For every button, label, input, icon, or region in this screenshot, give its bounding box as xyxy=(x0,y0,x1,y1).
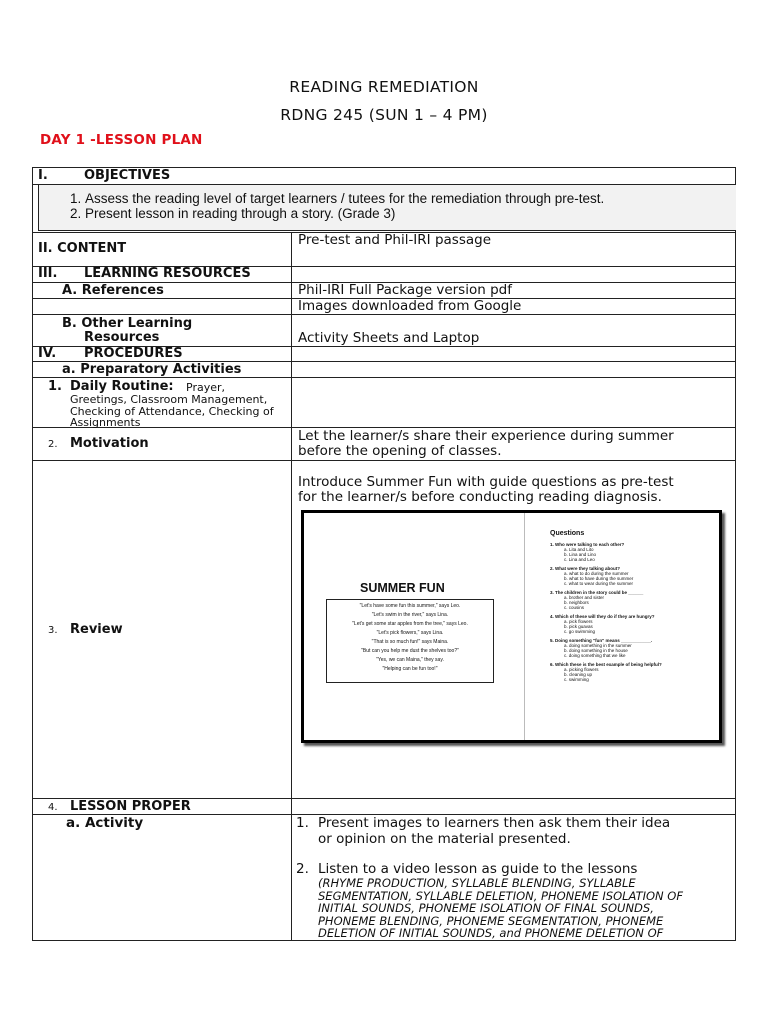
review-num: 3. xyxy=(48,625,58,636)
activity-heading: a. Activity xyxy=(66,815,144,831)
question-text: 1. Who were talking to each other? xyxy=(550,542,625,547)
activity-item1-line: Present images to learners then ask them their idea xyxy=(318,815,671,831)
story-line: "But can you help me dust the shelves too?" xyxy=(361,648,459,654)
motivation-line: Let the learner/s share their experience during summer xyxy=(298,428,674,444)
topic-line: SEGMENTATION, SYLLABLE DELETION, PHONEME ISOLATION OF xyxy=(318,888,683,903)
summer-fun-story-box xyxy=(326,599,494,683)
question-option: a. doing something in the summer xyxy=(564,643,632,648)
review-line: for the learner/s before conducting reading diagnosis. xyxy=(298,489,662,505)
preparatory-heading: a. Preparatory Activities xyxy=(62,362,242,377)
other-resources-heading-2: Resources xyxy=(84,330,160,345)
other-resources-heading: B. Other Learning xyxy=(62,316,193,331)
question-option: c. go swimming xyxy=(564,629,596,634)
summer-fun-worksheet-image xyxy=(301,510,722,743)
course-code: RDNG 245 (SUN 1 – 4 PM) xyxy=(280,106,488,124)
topic-line: INITIAL SOUNDS, PHONEME ISOLATION OF FINAL SOUNDS, xyxy=(318,901,654,915)
daily-routine-text: Prayer, xyxy=(186,381,225,394)
objectives-heading: OBJECTIVES xyxy=(84,168,171,183)
story-line: "Helping can be fun too!" xyxy=(382,666,438,672)
resources-heading: LEARNING RESOURCES xyxy=(84,266,251,281)
objective-item: 2. Present lesson in reading through a story. (Grade 3) xyxy=(85,206,736,221)
activity-item2-topics xyxy=(318,877,683,940)
question-option: c. Lina and Leo xyxy=(564,557,595,562)
review-line: Introduce Summer Fun with guide questions as pre-test xyxy=(298,474,674,490)
question-option: c. doing something that we like xyxy=(564,653,626,658)
activity-item1 xyxy=(318,815,670,847)
question-option: b. Lina and Lino xyxy=(564,552,597,557)
story-line: "Yes, we can Maina," they say. xyxy=(376,657,444,663)
story-line: "Let's swim in the river," says Lina. xyxy=(371,612,449,618)
activity-item2-text: Listen to a video lesson as guide to the lessons xyxy=(318,861,638,877)
question-option: a. pick flowers xyxy=(564,619,593,624)
objectives-box xyxy=(38,185,736,231)
motivation-line: before the opening of classes. xyxy=(298,443,502,459)
activity-item1-num: 1. xyxy=(296,815,309,831)
motivation-text xyxy=(298,429,674,459)
story-line: "Let's have some fun this summer," says Leo. xyxy=(359,603,461,609)
review-label: Review xyxy=(70,622,123,637)
question xyxy=(550,566,720,586)
story-line: "Let's pick flowers," says Lina. xyxy=(376,630,444,636)
topic-line: (RHYME PRODUCTION, SYLLABLE BLENDING, SYLLABLE xyxy=(318,876,636,890)
objectives-num: I. xyxy=(38,168,48,183)
question-option: a. Lita and Lito xyxy=(564,547,594,552)
story-line: "Let's get some star apples from the tree," says Leo. xyxy=(352,621,468,627)
motivation-num: 2. xyxy=(48,439,58,450)
questions-title: Questions xyxy=(550,530,585,537)
question xyxy=(550,662,720,682)
question-option: c. cousins xyxy=(564,605,585,610)
question-option: b. doing something in the house xyxy=(564,648,628,653)
question-option: a. what to do during the summer xyxy=(564,571,629,576)
question-option: b. cleaning up xyxy=(564,672,593,677)
topic-line: DELETION OF INITIAL SOUNDS, and PHONEME DELETION OF xyxy=(318,926,664,940)
daily-routine-num: 1. xyxy=(48,379,62,394)
question-option: c. swimming xyxy=(564,677,589,682)
activity-item1-line: or opinion on the material presented. xyxy=(318,831,571,847)
question-text: 5. Doing something "fun" means ____________. xyxy=(550,638,653,643)
question-text: 6. Which these is the best example of being helpful? xyxy=(550,662,662,667)
review-text xyxy=(298,475,674,505)
question-option: b. what to have during the summer xyxy=(564,576,634,581)
question xyxy=(550,614,720,634)
question xyxy=(550,638,720,658)
reference-item: Images downloaded from Google xyxy=(298,298,522,314)
daily-routine-text: Checking of Attendance, Checking of xyxy=(70,405,274,418)
daily-routine-text: Assignments xyxy=(70,416,141,429)
question-text: 2. What were they talking about? xyxy=(550,566,621,571)
daily-routine-text: Greetings, Classroom Management, xyxy=(70,393,268,406)
motivation-label: Motivation xyxy=(70,436,149,451)
questions-list xyxy=(550,542,720,682)
lesson-proper-num: 4. xyxy=(48,802,58,813)
content-value: Pre-test and Phil-IRI passage xyxy=(298,232,492,248)
question-text: 3. The children in the story could be ______ xyxy=(550,590,644,595)
question-option: a. brother and sister xyxy=(564,595,605,600)
resources-num: III. xyxy=(38,266,58,281)
story-line: "That is so much fun!" says Maina. xyxy=(371,639,449,645)
question-text: 4. Which of these will they do if they are hungry? xyxy=(550,614,655,619)
topic-line: PHONEME BLENDING, PHONEME SEGMENTATION, PHONEME xyxy=(318,913,664,928)
activity-item2-num: 2. xyxy=(296,861,309,877)
reference-item: Phil-IRI Full Package version pdf xyxy=(298,282,512,298)
content-heading: II. CONTENT xyxy=(38,241,127,256)
question-option: b. pick guavas xyxy=(564,624,593,629)
objective-item: 1. Assess the reading level of target learners / tutees for the remediation through pre-test. xyxy=(85,191,736,206)
question-option: c. what to wear during the summer xyxy=(564,581,634,586)
question xyxy=(550,542,720,562)
document-title: READING REMEDIATION xyxy=(289,78,479,96)
lesson-proper-heading: LESSON PROPER xyxy=(70,799,191,814)
references-heading: A. References xyxy=(62,283,164,298)
other-resources-value: Activity Sheets and Laptop xyxy=(298,330,480,346)
procedures-heading: PROCEDURES xyxy=(84,346,183,361)
day-label: DAY 1 -LESSON PLAN xyxy=(40,132,203,148)
daily-routine-label: Daily Routine: xyxy=(70,379,174,394)
question xyxy=(550,590,720,610)
procedures-num: IV. xyxy=(38,346,57,361)
summer-fun-title: SUMMER FUN xyxy=(360,581,445,595)
question-option: a. picking flowers xyxy=(564,667,599,672)
question-option: b. neighbors xyxy=(564,600,589,605)
